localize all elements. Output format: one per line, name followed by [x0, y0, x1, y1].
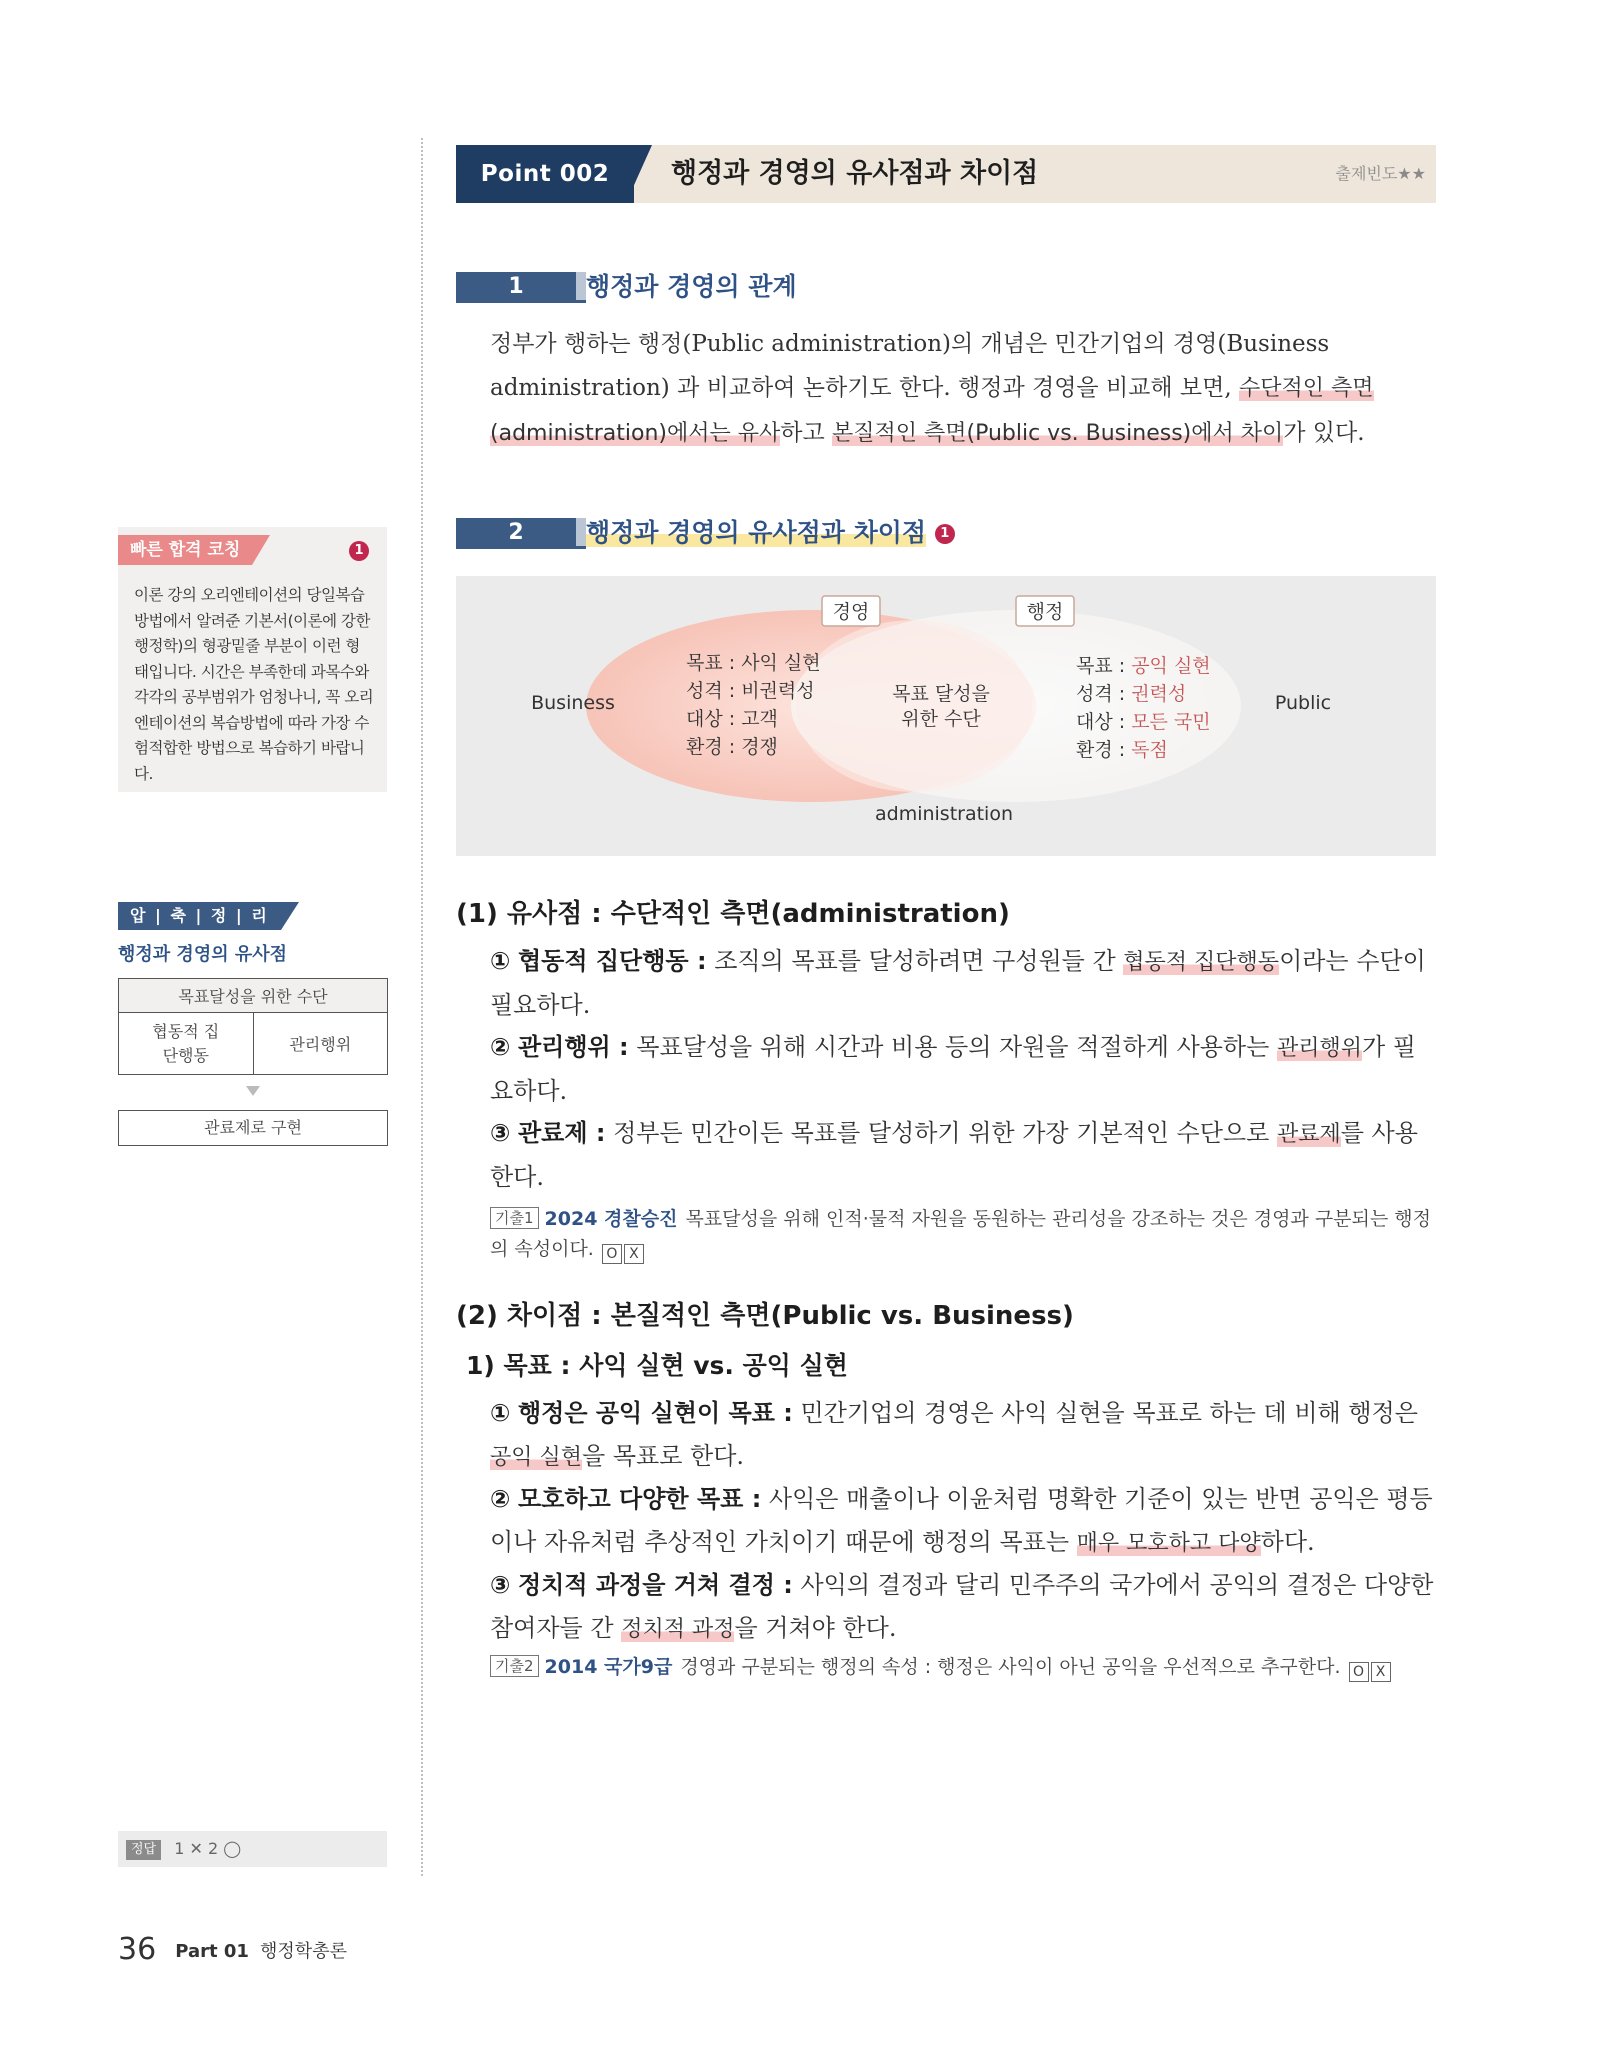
- page-footer: [118, 1932, 347, 1967]
- section-number: 1: [456, 272, 576, 302]
- down-arrow-icon: [246, 1086, 260, 1096]
- exam-year: 2024 경찰승진: [544, 1208, 678, 1230]
- past-exam-question: 기출2 2014 국가9급 경영과 구분되는 행정의 속성 : 행정은 사익이 아닌 공익을 우선적으로 추구한다. O X: [490, 1652, 1436, 1682]
- list-item: ① 협동적 집단행동 : 조직의 목표를 달성하려면 구성원들 간 협동적 집단행동이라는 수단이 필요하다.: [490, 947, 1426, 1019]
- exam-year: 2014 국가9급: [544, 1656, 673, 1678]
- venn-right-item: 목표 : 공익 실현: [1076, 655, 1211, 677]
- o-box: O: [602, 1244, 622, 1264]
- overlap-area: [796, 620, 1032, 792]
- point-title: 행정과 경영의 유사점과 차이점: [671, 158, 1039, 189]
- list-item: ② 관리행위 : 목표달성을 위해 시간과 비용 등의 자원을 적절하게 사용하는 관리행위가 필요하다.: [490, 1033, 1416, 1105]
- differences-subheading: 1) 목표 : 사익 실현 vs. 공익 실현: [466, 1351, 848, 1380]
- summary-cell: 관리행위: [253, 1013, 388, 1075]
- summary-tag: 압 | 축 | 정 | 리: [118, 902, 281, 930]
- x-box: X: [1371, 1662, 1391, 1682]
- section-number: 2: [456, 518, 576, 548]
- summary-result: 관료제로 구현: [118, 1110, 388, 1146]
- venn-left-item: 목표 : 사익 실현: [686, 652, 821, 674]
- frequency-label: 출제빈도★★: [1335, 164, 1426, 183]
- coaching-tag: 빠른 합격 코칭: [118, 535, 252, 565]
- exam-tag: 기출1: [490, 1207, 539, 1229]
- venn-left-item: 성격 : 비권력성: [686, 680, 815, 702]
- section-underline: [456, 546, 586, 549]
- section-2-header: [456, 518, 1436, 548]
- venn-diagram: [456, 576, 1436, 856]
- venn-left-item: 대상 : 고객: [686, 708, 778, 730]
- venn-outer-right: Public: [1274, 692, 1332, 714]
- answer-text: 1 ✕ 2 ◯: [174, 1839, 242, 1858]
- coaching-box: [118, 527, 387, 792]
- section-1-header: [456, 272, 1436, 302]
- venn-center-line: 위한 수단: [901, 708, 981, 730]
- venn-outer-left: Business: [531, 692, 615, 714]
- summary-table: [118, 978, 388, 1075]
- venn-right-item: 환경 : 독점: [1076, 739, 1168, 761]
- column-divider: [421, 138, 423, 1876]
- coach-ref-badge: 1: [935, 524, 955, 544]
- answer-tag: 정답: [126, 1840, 161, 1860]
- page-number: 36: [118, 1932, 157, 1967]
- coaching-number: 1: [349, 540, 369, 561]
- answer-bar: [118, 1831, 387, 1867]
- summary-cell: 협동적 집단행동: [119, 1013, 254, 1075]
- highlight: 본질적인 측면(Public vs. Business)에서 차이: [831, 421, 1284, 446]
- list-item: ③ 정치적 과정을 거쳐 결정 : 사익의 결정과 달리 민주주의 국가에서 공익의 결정은 다양한 참여자들 간 정치적 과정을 거쳐야 한다.: [490, 1571, 1434, 1642]
- section-underline: [456, 300, 586, 303]
- coaching-text: 이론 강의 오리엔테이션의 당일복습 방법에서 알려준 기본서(이론에 강한 행정학)의 형광밑줄 부분이 이런 형태입니다. 시간은 부족한데 과목수와 각각의 공부범위가 엄청나니, 꼭 오리엔테이션의 복습방법에 따라 가장 수험적합한 방법으로 복습하기 바랍니다.: [134, 586, 374, 783]
- list-item: ② 모호하고 다양한 목표 : 사익은 매출이나 이윤처럼 명확한 기준이 있는 반면 공익은 평등이나 자유처럼 추상적인 가치이기 때문에 행정의 목표는 매우 모호하고 다양하다.: [490, 1485, 1433, 1556]
- venn-bottom-label: administration: [874, 803, 1014, 825]
- x-box: X: [624, 1244, 644, 1264]
- venn-left-item: 환경 : 경쟁: [686, 736, 778, 758]
- point-banner: [456, 145, 1436, 203]
- venn-center-line: 목표 달성을: [892, 683, 990, 705]
- list-item: ③ 관료제 : 정부든 민간이든 목표를 달성하기 위한 가장 기본적인 수단으로 관료제를 사용한다.: [490, 1119, 1418, 1191]
- venn-right-item: 성격 : 권력성: [1076, 683, 1187, 705]
- part-label: Part 01: [175, 1941, 249, 1962]
- section-title: 행정과 경영의 유사점과 차이점 1: [586, 516, 955, 550]
- exam-tag: 기출2: [490, 1655, 539, 1677]
- summary-table-head: 목표달성을 위한 수단: [119, 979, 388, 1013]
- similarities-heading: (1) 유사점 : 수단적인 측면(administration): [456, 899, 1010, 929]
- part-title: 행정학총론: [260, 1941, 347, 1962]
- venn-right-label: 행정: [1026, 601, 1064, 623]
- venn-right-item: 대상 : 모든 국민: [1076, 711, 1211, 733]
- o-box: O: [1349, 1662, 1369, 1682]
- section-title: 행정과 경영의 관계: [586, 272, 797, 301]
- highlight: 수단적인 측면(administration)에서는 유사: [490, 376, 1374, 446]
- section-1-paragraph: 정부가 행하는 행정(Public administration)의 개념은 민간기업의 경영(Business administration) 과 비교하여 논하기도 한다. 행정과 경영을 비교해 보면, 수단적인 측면(administration)에서는 유사하고 본질적인 측면(Public vs. Business)에서 차이가 있다.: [490, 331, 1374, 446]
- venn-left-label: 경영: [832, 601, 870, 623]
- list-item: ① 행정은 공익 실현이 목표 : 민간기업의 경영은 사익 실현을 목표로 하는 데 비해 행정은 공익 실현을 목표로 한다.: [490, 1399, 1418, 1470]
- venn-svg: [456, 576, 1436, 856]
- differences-heading: (2) 차이점 : 본질적인 측면(Public vs. Business): [456, 1301, 1074, 1331]
- past-exam-question: 기출1 2024 경찰승진 목표달성을 위해 인적·물적 자원을 동원하는 관리성을 강조하는 것은 경영과 구분되는 행정의 속성이다. O X: [490, 1208, 1431, 1262]
- point-tag: Point 002: [456, 145, 634, 203]
- summary-title: 행정과 경영의 유사점: [118, 944, 288, 965]
